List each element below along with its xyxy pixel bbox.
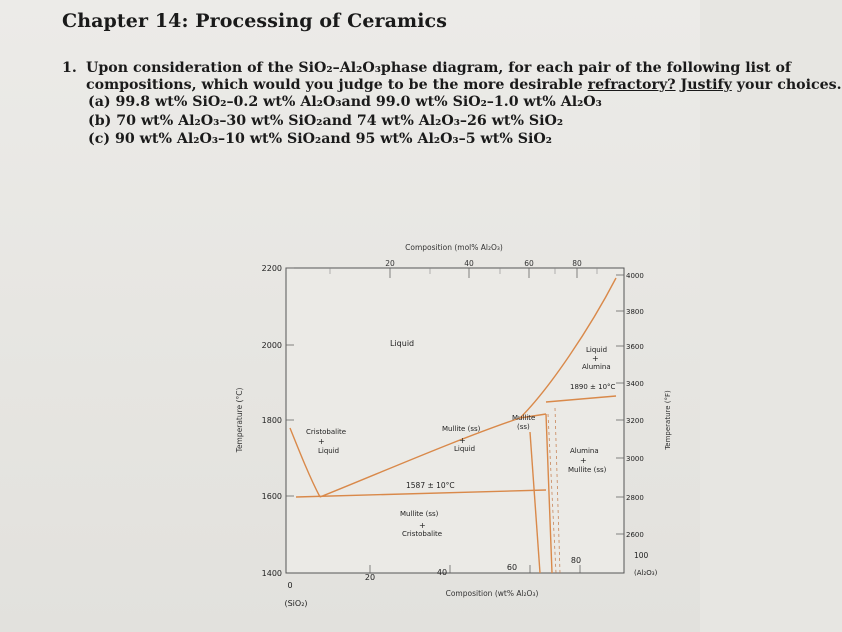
right-tick-label: 3600	[626, 343, 644, 351]
mullite-ss-sub: (ss)	[517, 423, 530, 431]
question-part-a: (a) 99.8 wt% SiO₂–0.2 wt% Al₂O₃and 99.0 wt% SiO₂–1.0 wt% Al₂O₃	[88, 94, 602, 110]
top-tick-label: 80	[572, 259, 582, 268]
mullite-ss-label: Mullite (ss)	[442, 425, 481, 433]
right-tick-label: 2600	[626, 531, 644, 539]
left-tick-label: 2200	[261, 264, 282, 273]
phase-diagram	[230, 238, 690, 623]
justify-link[interactable]: Justify	[680, 77, 732, 93]
right-tick-label: 3400	[626, 380, 644, 388]
right-tick-label: 3800	[626, 308, 644, 316]
mullite-label: Mullite	[512, 414, 536, 422]
cristobalite-label: Cristobalite	[306, 428, 347, 436]
right-axis-label: Temperature (°F)	[664, 390, 672, 450]
liquid-alumina-label: Liquid	[586, 346, 608, 354]
question-line-2	[86, 77, 842, 94]
plus-sign: +	[419, 521, 426, 530]
annotation-1890: 1890 ± 10°C	[570, 383, 616, 391]
mullite-ss-sub-label: Mullite (ss)	[568, 466, 607, 474]
left-end-label: (SiO₂)	[284, 599, 308, 608]
right-tick-label: 4000	[626, 272, 644, 280]
refractory-link[interactable]: refractory?	[587, 77, 676, 93]
left-tick-label: 1800	[261, 416, 282, 425]
top-tick-label: 20	[385, 259, 395, 268]
bottom-tick-label: 80	[570, 556, 582, 565]
plus-sign: +	[459, 436, 466, 445]
top-tick-label: 40	[464, 259, 474, 268]
bottom-axis-label: Composition (wt% Al₂O₃)	[445, 589, 539, 598]
right-tick-label: 3000	[626, 455, 644, 463]
right-end-label: (Al₂O₃)	[634, 569, 658, 577]
left-tick-label: 2000	[261, 341, 282, 350]
question-line-2-pre: compositions, which would you judge to be the more desirable	[86, 77, 588, 93]
plus-sign: +	[318, 437, 325, 446]
bottom-tick-label: 20	[364, 573, 376, 582]
bottom-tick-label: 100	[634, 551, 649, 560]
chapter-title: Chapter 14: Processing of Ceramics	[62, 10, 448, 32]
question-part-b: (b) 70 wt% Al₂O₃–30 wt% SiO₂and 74 wt% Al₂O₃–26 wt% SiO₂	[88, 113, 564, 129]
question-line-1: Upon consideration of the SiO₂–Al₂O₃phase diagram, for each pair of the following list of	[86, 60, 792, 76]
right-tick-label: 2800	[626, 494, 644, 502]
question-line-2-post: your choices.	[731, 77, 842, 93]
right-tick-label: 3200	[626, 417, 644, 425]
bottom-tick-label: 60	[506, 563, 518, 572]
cristobalite-liquid-label: Liquid	[318, 447, 340, 455]
liquid-label: Liquid	[390, 339, 415, 348]
plus-sign: +	[580, 456, 587, 465]
left-tick-label: 1600	[261, 492, 282, 501]
annotation-1587: 1587 ± 10°C	[406, 481, 455, 490]
plot-frame	[286, 268, 624, 573]
question-part-c: (c) 90 wt% Al₂O₃–10 wt% SiO₂and 95 wt% Al₂O₃–5 wt% SiO₂	[88, 131, 552, 147]
top-tick-label: 60	[524, 259, 534, 268]
alumina-label: Alumina	[570, 447, 599, 455]
bottom-tick-label: 0	[287, 581, 293, 590]
alumina-sub-label: Alumina	[582, 363, 611, 371]
left-axis-label: Temperature (°C)	[235, 387, 244, 453]
mullite-cristobalite-label: Mullite (ss)	[400, 510, 439, 518]
question-number: 1.	[62, 60, 77, 76]
mullite-liquid-label: Liquid	[454, 445, 476, 453]
cristobalite-sub-label: Cristobalite	[402, 530, 443, 538]
plus-sign: +	[592, 354, 599, 363]
top-axis-label: Composition (mol% Al₂O₃)	[405, 243, 503, 252]
left-tick-label: 1400	[261, 569, 282, 578]
bottom-tick-label: 40	[436, 568, 448, 577]
